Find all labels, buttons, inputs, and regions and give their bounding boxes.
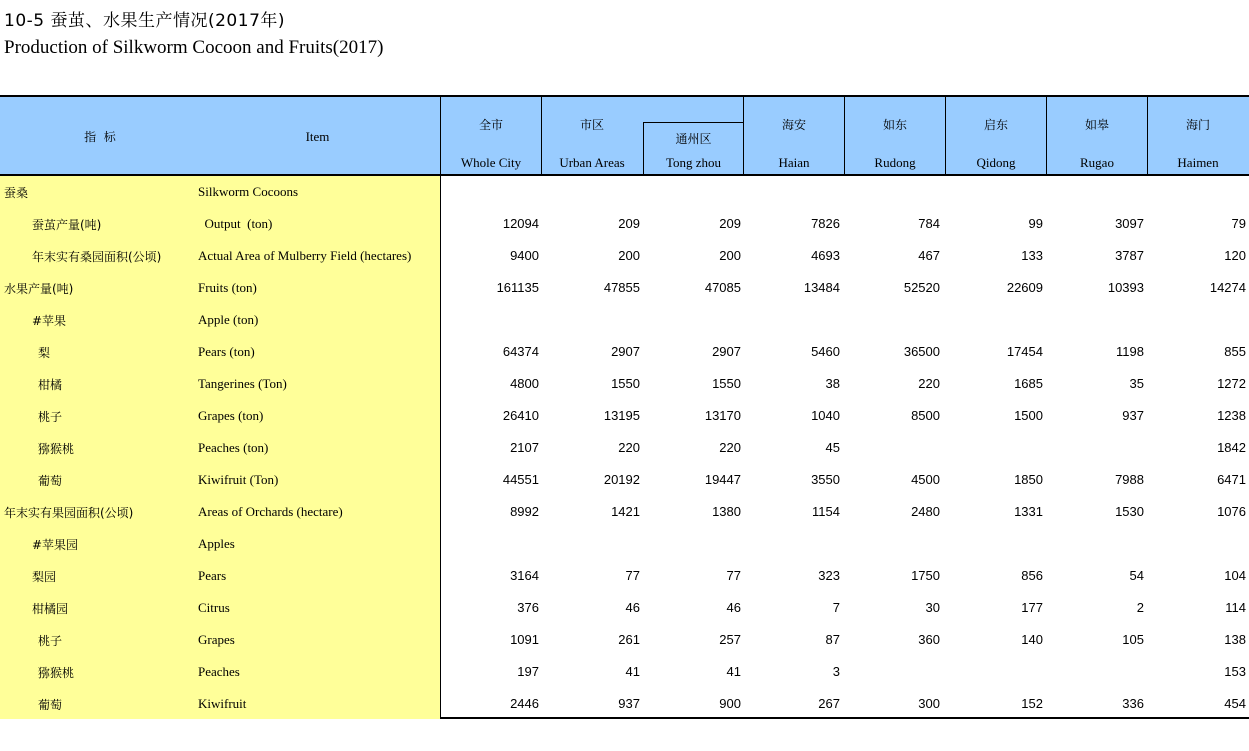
- cell-value: 1530: [1115, 504, 1144, 519]
- row-label-cn: #苹果园: [32, 538, 79, 552]
- cell-value: 10393: [1107, 280, 1144, 295]
- urban-subgroup-rule: [643, 122, 743, 123]
- row-label-en: Tangerines (Ton): [198, 376, 287, 391]
- row-label-en: Apple (ton): [198, 312, 259, 327]
- cell-value: 138: [1224, 632, 1246, 647]
- cell-value: 38: [825, 376, 840, 391]
- cell-value: 177: [1021, 600, 1043, 615]
- cell-value: 784: [918, 216, 940, 231]
- header-col-cn: 市区: [579, 118, 604, 132]
- row-label-en: Actual Area of Mulberry Field (hectares): [198, 248, 412, 263]
- cell-value: 133: [1021, 248, 1043, 263]
- table-row: [0, 176, 1249, 208]
- cell-value: 7: [832, 600, 840, 615]
- cell-value: 2907: [611, 344, 640, 359]
- cell-value: 1238: [1217, 408, 1246, 423]
- cell-value: 12094: [502, 216, 539, 231]
- cell-value: 1750: [911, 568, 940, 583]
- cell-value: 1198: [1116, 344, 1144, 359]
- cell-value: 52520: [903, 280, 940, 295]
- cell-value: 77: [726, 568, 741, 583]
- cell-value: 1421: [611, 504, 640, 519]
- header-col-cn: 海门: [1185, 118, 1210, 132]
- row-label-cn: 柑橘园: [32, 602, 69, 616]
- cell-value: 2446: [510, 696, 539, 711]
- row-label-en: Peaches (ton): [198, 440, 269, 455]
- cell-value: 3787: [1115, 248, 1144, 263]
- cell-value: 1331: [1014, 504, 1043, 519]
- row-label-en: Pears (ton): [198, 344, 255, 359]
- header-col-en: Qidong: [976, 155, 1016, 170]
- cell-value: 26410: [502, 408, 539, 423]
- row-label-en: Peaches: [198, 664, 240, 679]
- cell-value: 17454: [1006, 344, 1043, 359]
- cell-value: 3: [832, 664, 840, 679]
- row-label-cn: 桃子: [38, 634, 63, 648]
- table-row: [0, 496, 1249, 528]
- cell-value: 336: [1122, 696, 1144, 711]
- table-row: [0, 304, 1249, 336]
- row-label-cn: 猕猴桃: [38, 666, 75, 680]
- cell-value: 200: [618, 248, 640, 263]
- cell-value: 47085: [704, 280, 741, 295]
- table-row: [0, 528, 1249, 560]
- cell-value: 200: [719, 248, 741, 263]
- cell-value: 1685: [1014, 376, 1043, 391]
- cell-value: 14274: [1209, 280, 1246, 295]
- row-label-en: Fruits (ton): [198, 280, 257, 295]
- cell-value: 300: [918, 696, 940, 711]
- row-label-cn: #苹果: [32, 314, 67, 328]
- cell-value: 77: [625, 568, 640, 583]
- row-label-cn: 蚕茧产量(吨): [32, 218, 102, 232]
- table-row: [0, 592, 1249, 624]
- cell-value: 8500: [911, 408, 940, 423]
- cell-value: 22609: [1006, 280, 1043, 295]
- row-label-en: Areas of Orchards (hectare): [198, 504, 343, 519]
- table-row: [0, 688, 1249, 720]
- cell-value: 1500: [1014, 408, 1043, 423]
- cell-value: 2480: [911, 504, 940, 519]
- cell-value: 1550: [712, 376, 741, 391]
- row-label-en: Kiwifruit: [198, 696, 247, 711]
- cell-value: 46: [726, 600, 741, 615]
- cell-value: 1380: [712, 504, 741, 519]
- row-label-cn: 蚕桑: [4, 186, 29, 200]
- row-label-cn: 葡萄: [38, 698, 63, 712]
- cell-value: 44551: [502, 472, 539, 487]
- header-col-cn: 全市: [478, 118, 503, 132]
- row-label-cn: 桃子: [38, 410, 63, 424]
- cell-value: 161135: [496, 280, 539, 295]
- cell-value: 105: [1122, 632, 1144, 647]
- cell-value: 3097: [1115, 216, 1144, 231]
- row-label-en: Grapes: [198, 632, 235, 647]
- cell-value: 1842: [1217, 440, 1246, 455]
- cell-value: 104: [1224, 568, 1246, 583]
- cell-value: 30: [925, 600, 940, 615]
- cell-value: 197: [517, 664, 539, 679]
- table-row: [0, 208, 1249, 240]
- cell-value: 855: [1224, 344, 1246, 359]
- header-col-cn: 如皋: [1084, 118, 1109, 132]
- row-label-cn: 年末实有果园面积(公顷): [4, 506, 134, 520]
- cell-value: 6471: [1217, 472, 1246, 487]
- row-label-en: Citrus: [198, 600, 230, 615]
- cell-value: 36500: [903, 344, 940, 359]
- cell-value: 35: [1129, 376, 1144, 391]
- row-label-cn: 猕猴桃: [38, 442, 75, 456]
- table-row: [0, 560, 1249, 592]
- row-label-cn: 葡萄: [38, 474, 63, 488]
- cell-value: 1154: [812, 504, 840, 519]
- cell-value: 900: [719, 696, 741, 711]
- cell-value: 8992: [510, 504, 539, 519]
- cell-value: 41: [625, 664, 640, 679]
- cell-value: 7988: [1115, 472, 1144, 487]
- cell-value: 376: [517, 600, 539, 615]
- table-row: [0, 272, 1249, 304]
- cell-value: 1272: [1217, 376, 1246, 391]
- header-col-en: Haimen: [1177, 155, 1219, 170]
- cell-value: 467: [918, 248, 940, 263]
- cell-value: 220: [918, 376, 940, 391]
- header-col-en: Whole City: [460, 155, 522, 170]
- cell-value: 45: [825, 440, 840, 455]
- row-label-cn: 柑橘: [38, 378, 63, 392]
- cell-value: 13484: [803, 280, 840, 295]
- cell-value: 4693: [811, 248, 840, 263]
- cell-value: 47855: [603, 280, 640, 295]
- cell-value: 454: [1224, 696, 1246, 711]
- cell-value: 79: [1231, 216, 1246, 231]
- cell-value: 3550: [811, 472, 840, 487]
- cell-value: 152: [1021, 696, 1043, 711]
- cell-value: 2: [1136, 600, 1144, 615]
- row-label-en: Grapes (ton): [198, 408, 264, 423]
- cell-value: 856: [1021, 568, 1043, 583]
- data-table: [0, 95, 1249, 719]
- cell-value: 19447: [704, 472, 741, 487]
- row-label-en: Pears: [198, 568, 227, 583]
- cell-value: 41: [726, 664, 741, 679]
- table-row: [0, 432, 1249, 464]
- row-label-cn: 年末实有桑园面积(公顷): [32, 250, 162, 264]
- row-label-cn: 梨: [38, 346, 51, 360]
- header-indicator-cn: 指 标: [84, 130, 116, 144]
- header-col-cn: 通州区: [675, 132, 712, 146]
- cell-value: 1040: [811, 408, 840, 423]
- cell-value: 7826: [811, 216, 840, 231]
- header-item-en: Item: [305, 129, 330, 144]
- cell-value: 360: [918, 632, 940, 647]
- header-col-en: Tong zhou: [665, 155, 722, 170]
- row-label-en: Apples: [198, 536, 235, 551]
- header-col-cn: 如东: [882, 118, 907, 132]
- cell-value: 220: [719, 440, 741, 455]
- header-col-en: Haian: [778, 155, 810, 170]
- row-label-en: Kiwifruit (Ton): [198, 472, 279, 487]
- table-row: [0, 400, 1249, 432]
- cell-value: 46: [625, 600, 640, 615]
- cell-value: 1076: [1217, 504, 1246, 519]
- cell-value: 13195: [603, 408, 640, 423]
- cell-value: 20192: [603, 472, 640, 487]
- cell-value: 937: [618, 696, 640, 711]
- cell-value: 2107: [510, 440, 539, 455]
- cell-value: 1550: [611, 376, 640, 391]
- cell-value: 9400: [510, 248, 539, 263]
- cell-value: 64374: [502, 344, 539, 359]
- page-title-en: Production of Silkworm Cocoon and Fruits(2017): [4, 37, 384, 58]
- header-col-en: Rugao: [1080, 155, 1114, 170]
- cell-value: 1091: [510, 632, 539, 647]
- cell-value: 209: [719, 216, 741, 231]
- cell-value: 220: [618, 440, 640, 455]
- table-row: [0, 368, 1249, 400]
- row-label-cn: 水果产量(吨): [4, 282, 74, 296]
- cell-value: 5460: [811, 344, 840, 359]
- page-title-cn: 10-5 蚕茧、水果生产情况(2017年): [4, 11, 286, 31]
- cell-value: 4800: [510, 376, 539, 391]
- cell-value: 261: [618, 632, 640, 647]
- row-label-cn: 梨园: [32, 570, 57, 584]
- table-row: [0, 336, 1249, 368]
- cell-value: 140: [1021, 632, 1043, 647]
- cell-value: 2907: [712, 344, 741, 359]
- table-row: [0, 464, 1249, 496]
- cell-value: 87: [825, 632, 840, 647]
- cell-value: 99: [1028, 216, 1043, 231]
- table-row: [0, 624, 1249, 656]
- table-row: [0, 656, 1249, 688]
- cell-value: 4500: [911, 472, 940, 487]
- cell-value: 153: [1224, 664, 1246, 679]
- header-col-en: Rudong: [874, 155, 916, 170]
- cell-value: 937: [1122, 408, 1144, 423]
- row-label-en: Silkworm Cocoons: [198, 184, 299, 199]
- row-label-en: Output (ton): [198, 216, 273, 231]
- header-col-en: Urban Areas: [559, 155, 625, 170]
- cell-value: 120: [1224, 248, 1246, 263]
- cell-value: 1850: [1014, 472, 1043, 487]
- cell-value: 13170: [704, 408, 741, 423]
- cell-value: 209: [618, 216, 640, 231]
- header-col-cn: 海安: [781, 118, 806, 132]
- cell-value: 267: [818, 696, 840, 711]
- header-col-cn: 启东: [983, 118, 1008, 132]
- cell-value: 114: [1225, 600, 1246, 615]
- cell-value: 257: [719, 632, 741, 647]
- cell-value: 54: [1129, 568, 1144, 583]
- table-row: [0, 240, 1249, 272]
- cell-value: 323: [818, 568, 840, 583]
- cell-value: 3164: [510, 568, 539, 583]
